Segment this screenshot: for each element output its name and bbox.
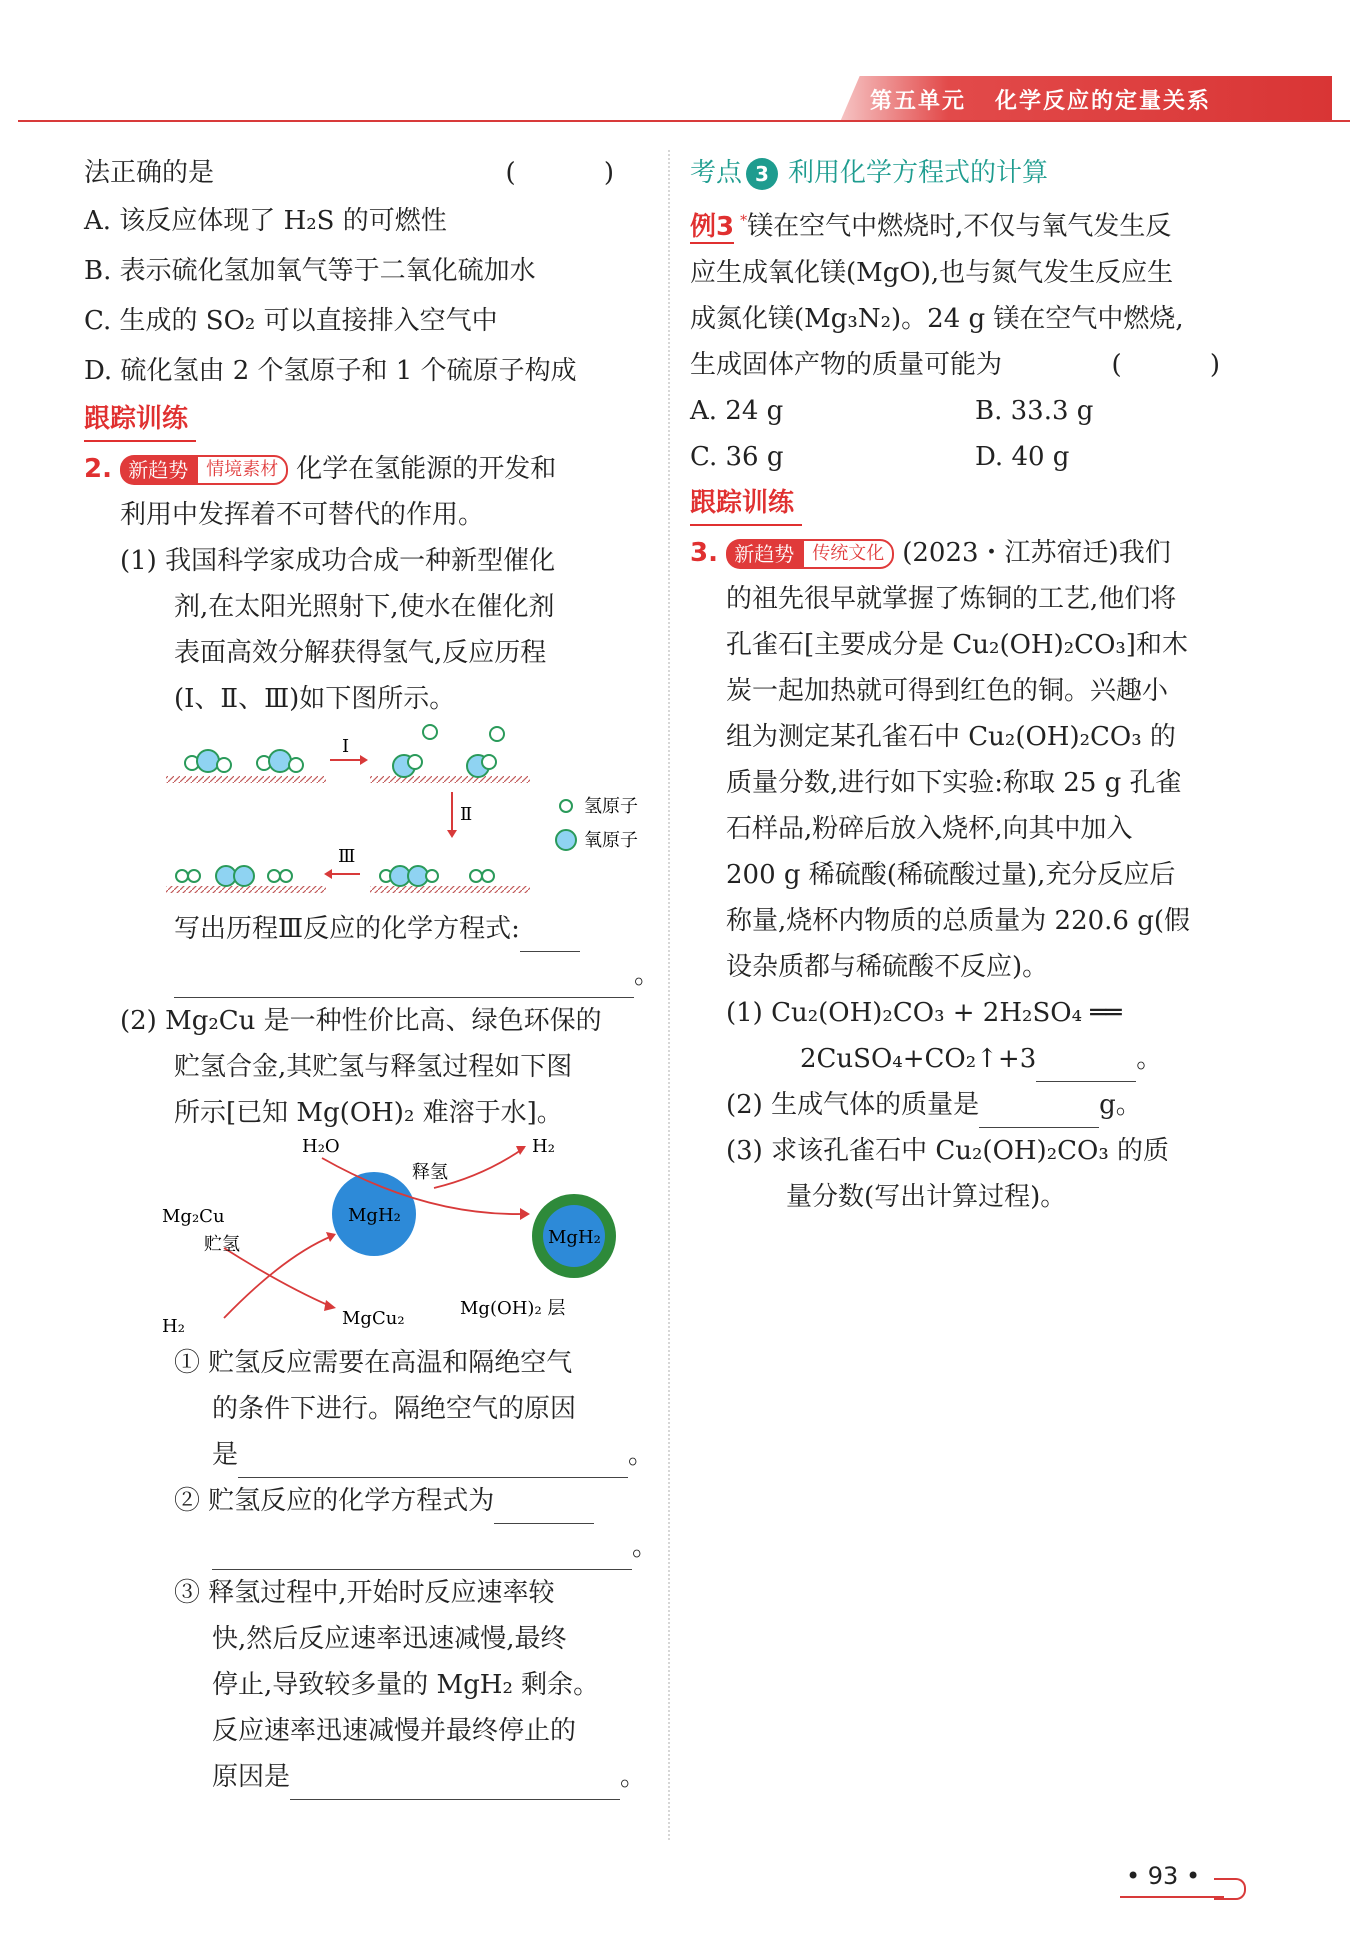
- q1-option-d: D. 硫化氢由 2 个氢原子和 1 个硫原子构成: [84, 356, 577, 386]
- h2o2-intermediate: [380, 866, 438, 886]
- q3-line: 设杂质都与稀硫酸不反应)。: [726, 951, 1049, 982]
- q2-sub3-line: 停止,导致较多量的 MgH₂ 剩余。: [212, 1670, 600, 1700]
- footer-curl-ornament: [1214, 1878, 1246, 1900]
- q3-line: 炭一起加热就可得到红色的铜。兴趣小: [726, 675, 1169, 706]
- q3-line: 石样品,粉碎后放入烧杯,向其中加入: [726, 813, 1133, 844]
- q1-option-b: B. 表示硫化氢加氧气等于二氧化硫加水: [84, 256, 536, 286]
- example3-options-row: [690, 388, 1260, 434]
- oh-group: [393, 755, 422, 777]
- h2o-label: H₂O: [302, 1136, 340, 1157]
- hydrogen-storage-cycle-diagram: [84, 1136, 654, 1336]
- water-molecule: [185, 750, 231, 772]
- q3-part2: (2) 生成气体的质量是 g。: [690, 1082, 1260, 1128]
- store-arrow-down: [224, 1248, 330, 1306]
- right-column: [690, 150, 1260, 1220]
- q2-part2-line: 贮氢合金,其贮氢与释氢过程如下图: [174, 1052, 573, 1082]
- q2-part2-line: (2) Mg₂Cu 是一种性价比高、绿色环保的: [120, 1006, 602, 1036]
- kaodian-heading: 考点 3 利用化学方程式的计算: [690, 158, 1049, 188]
- q2-sub3-line: 反应速率迅速减慢并最终停止的: [212, 1716, 577, 1746]
- answer-paren: ( ): [505, 158, 654, 188]
- column-divider: [668, 150, 670, 1840]
- q3-stem: 3. 新趋势 传统文化 (2023・江苏宿迁)我们: [690, 537, 1171, 568]
- q1-option-a: A. 该反应体现了 H₂S 的可燃性: [84, 206, 447, 236]
- answer-blank[interactable]: [238, 1445, 628, 1478]
- water-splitting-diagram: [84, 722, 654, 902]
- q3-line: 称量,烧杯内物质的总质量为 220.6 g(假: [726, 905, 1191, 936]
- q2-part1-ask: 写出历程Ⅲ反应的化学方程式:: [84, 906, 654, 952]
- unit-label: 第五单元: [870, 89, 967, 114]
- h2-molecule: [268, 870, 292, 882]
- hydrogen-atom: [490, 727, 504, 741]
- q2-sub2-line: ② 贮氢反应的化学方程式为: [84, 1478, 654, 1524]
- q2-sub1-line: 的条件下进行。隔绝空气的原因: [212, 1394, 577, 1424]
- catalyst-surface: [370, 886, 530, 893]
- hydrogen-legend-icon: [560, 800, 572, 812]
- answer-blank[interactable]: [1036, 1049, 1136, 1082]
- mg2cu-label: Mg₂Cu: [162, 1206, 225, 1227]
- step3-label: Ⅲ: [338, 846, 356, 867]
- water-molecule: [257, 750, 303, 772]
- question-number: 2.: [84, 454, 112, 484]
- q2-part1-line: 剂,在太阳光照射下,使水在催化剂: [174, 592, 555, 622]
- h2-molecule: [470, 870, 494, 882]
- legend-hydrogen: 氢原子: [584, 796, 638, 817]
- hydrogen-atom: [423, 725, 437, 739]
- chapter-header: [870, 84, 1211, 115]
- answer-paren: ( ): [1111, 349, 1260, 380]
- option-d: D. 40 g: [975, 441, 1070, 472]
- catalyst-surface: [166, 886, 326, 893]
- q2-part1-blank-line: 。: [84, 952, 654, 998]
- q2-part1-line: (1) 我国科学家成功合成一种新型催化: [120, 546, 556, 576]
- catalyst-surface: [370, 776, 530, 783]
- release-label: 释氢: [412, 1162, 448, 1183]
- topic-label: 化学反应的定量关系: [995, 89, 1212, 114]
- example3-line: 生成固体产物的质量可能为 ( ): [690, 342, 1260, 388]
- mgh2-label: MgH₂: [348, 1205, 401, 1226]
- option-b: B. 33.3 g: [975, 395, 1094, 426]
- step1-label: Ⅰ: [342, 736, 350, 757]
- example-label: 例3: [690, 211, 735, 242]
- q3-line: 孔雀石[主要成分是 Cu₂(OH)₂CO₃]和木: [726, 629, 1188, 660]
- h2-molecule: [176, 870, 200, 882]
- answer-blank[interactable]: [494, 1491, 594, 1524]
- q2-stem-line: 利用中发挥着不可替代的作用。: [120, 500, 485, 530]
- answer-blank[interactable]: [979, 1095, 1099, 1128]
- q3-line: 质量分数,进行如下实验:称取 25 g 孔雀: [726, 767, 1182, 798]
- q3-part3-line: (3) 求该孔雀石中 Cu₂(OH)₂CO₃ 的质: [726, 1135, 1170, 1166]
- q2-part2-line: 所示[已知 Mg(OH)₂ 难溶于水]。: [174, 1098, 563, 1128]
- footer-rule: [1120, 1896, 1224, 1898]
- question-number: 3.: [690, 537, 718, 568]
- q3-line: 的祖先很早就掌握了炼铜的工艺,他们将: [726, 583, 1177, 614]
- q3-part1-equation-rhs: 2CuSO₄+CO₂↑+3 。: [690, 1036, 1260, 1082]
- store-label: 贮氢: [204, 1234, 240, 1255]
- mgcu2-label: MgCu₂: [342, 1308, 405, 1329]
- step2-label: Ⅱ: [460, 804, 473, 825]
- q1-tail: 法正确的是 ( ): [84, 150, 654, 196]
- q3-line: 200 g 稀硫酸(稀硫酸过量),充分反应后: [726, 859, 1176, 890]
- q3-part1-equation: (1) Cu₂(OH)₂CO₃ + 2H₂SO₄ ══: [726, 997, 1122, 1028]
- new-trend-tag: 新趋势: [120, 455, 196, 485]
- oxygen-legend-icon: [556, 830, 576, 850]
- example3-line: 应生成氧化镁(MgO),也与氮气发生反应生: [690, 257, 1174, 288]
- o2-molecule: [216, 866, 254, 886]
- q2-sub3-line: ③ 释氢过程中,开始时反应速率较: [174, 1578, 555, 1608]
- store-arrow-up: [224, 1236, 332, 1318]
- q2-sub1-line: ① 贮氢反应需要在高温和隔绝空气: [174, 1348, 573, 1378]
- answer-blank[interactable]: [174, 965, 634, 998]
- q2-stem: 2. 新趋势 情境素材 化学在氢能源的开发和: [84, 454, 557, 484]
- q3-line: 组为测定某孔雀石中 Cu₂(OH)₂CO₃ 的: [726, 721, 1176, 752]
- example3-line: 成氮化镁(Mg₃N₂)。24 g 镁在空气中燃烧,: [690, 303, 1184, 334]
- answer-blank[interactable]: [520, 919, 580, 952]
- kaodian-title: 利用化学方程式的计算: [788, 158, 1049, 188]
- track-training-heading: 跟踪训练: [84, 396, 654, 442]
- h2-bottom-label: H₂: [162, 1316, 185, 1336]
- legend-oxygen: 氧原子: [584, 830, 638, 851]
- mgoh2-layer-label: Mg(OH)₂ 层: [460, 1298, 566, 1319]
- answer-blank[interactable]: [290, 1767, 620, 1800]
- example3-line: 例3 *镁在空气中燃烧时,不仅与氧气发生反: [690, 211, 1172, 242]
- example3-options-row: [690, 434, 1260, 480]
- mgh2-coated-label: MgH₂: [548, 1227, 601, 1248]
- culture-tag: 传统文化: [802, 539, 894, 569]
- page-number: • 93 •: [1126, 1862, 1201, 1890]
- q2-sub1-answer: 是 。: [84, 1432, 654, 1478]
- new-trend-tag: 新趋势: [726, 539, 802, 569]
- kaodian-number-badge: 3: [746, 158, 778, 190]
- option-a: A. 24 g: [690, 395, 784, 426]
- option-c: C. 36 g: [690, 441, 784, 472]
- q2-part1-line: 表面高效分解获得氢气,反应历程: [174, 638, 547, 668]
- header-rule: [18, 120, 1350, 122]
- catalyst-surface: [166, 776, 326, 783]
- q2-sub3-line: 快,然后反应速率迅速减慢,最终: [212, 1624, 567, 1654]
- track-training-heading: 跟踪训练: [690, 480, 1260, 526]
- q1-option-c: C. 生成的 SO₂ 可以直接排入空气中: [84, 306, 498, 336]
- h2-top-label: H₂: [532, 1136, 555, 1157]
- q2-part1-line: (Ⅰ、Ⅱ、Ⅲ)如下图所示。: [174, 684, 456, 714]
- answer-blank[interactable]: [212, 1537, 632, 1570]
- left-column: [84, 150, 661, 1800]
- context-tag: 情境素材: [196, 455, 288, 485]
- q2-sub3-answer: 原因是 。: [84, 1754, 654, 1800]
- oh-group: [467, 755, 496, 777]
- q2-sub2-blank-line: 。: [84, 1524, 654, 1570]
- q3-part3-line: 量分数(写出计算过程)。: [786, 1181, 1067, 1212]
